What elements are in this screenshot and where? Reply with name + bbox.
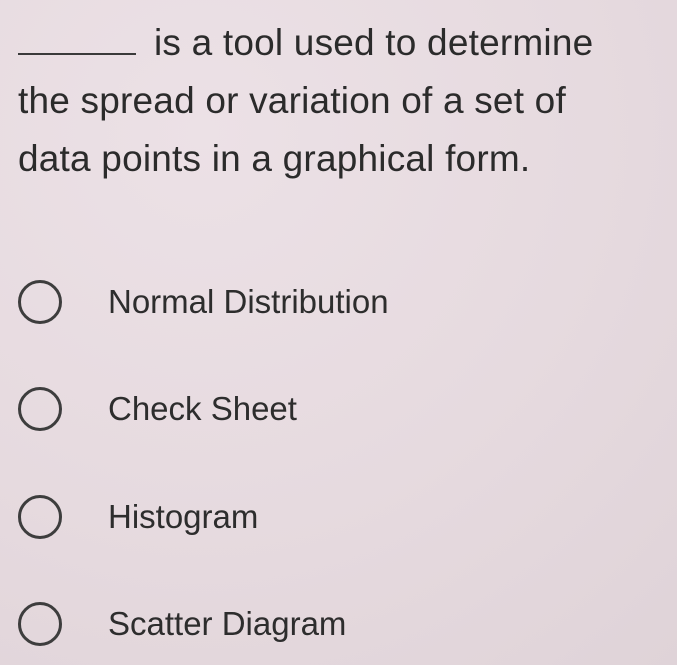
option-normal-distribution[interactable] — [18, 280, 389, 324]
question-line-1 — [18, 14, 668, 72]
radio-button[interactable] — [18, 280, 62, 324]
option-histogram[interactable] — [18, 495, 258, 539]
question-line-3: data points in a graphical form. — [18, 138, 531, 179]
radio-button[interactable] — [18, 387, 62, 431]
radio-button[interactable] — [18, 495, 62, 539]
question-line-1-text: is a tool used to determine — [154, 22, 594, 63]
answer-blank — [18, 23, 136, 55]
question-text — [18, 14, 668, 188]
question-line-2: the spread or variation of a set of — [18, 80, 566, 121]
option-label: Normal Distribution — [108, 283, 389, 320]
option-label: Check Sheet — [108, 390, 297, 427]
option-scatter-diagram[interactable] — [18, 602, 346, 646]
option-label: Histogram — [108, 498, 259, 535]
option-label: Scatter Diagram — [108, 605, 347, 642]
option-check-sheet[interactable] — [18, 387, 297, 431]
radio-button[interactable] — [18, 602, 62, 646]
